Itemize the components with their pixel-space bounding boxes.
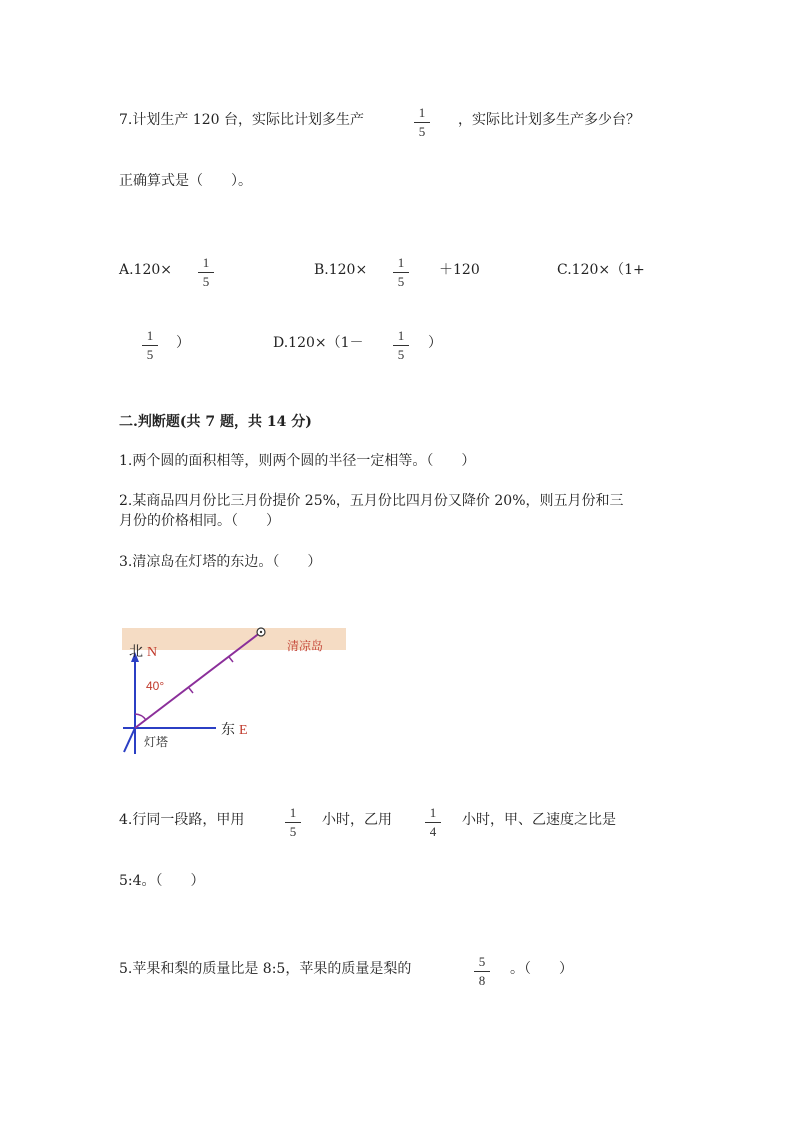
frac-numerator: 5 [478, 954, 486, 969]
angle-label: 40° [146, 679, 165, 693]
q4-line2: 5:4。（ ） [119, 873, 205, 889]
q7-option-b-fraction [392, 255, 410, 290]
q7-option-a-fraction [197, 255, 215, 290]
frac-denominator: 5 [289, 824, 297, 839]
q4-fraction-2 [424, 805, 442, 840]
q7-option-c-tail: ） [176, 335, 190, 351]
frac-denominator: 5 [397, 347, 405, 362]
lighthouse-compass-diagram [120, 624, 348, 758]
q5-part-b: 。（ ） [510, 961, 573, 977]
tick-2 [229, 657, 233, 662]
frac-numerator: 1 [397, 255, 405, 270]
east-letter: E [239, 723, 248, 738]
q7-fraction [413, 105, 431, 140]
tick-1 [189, 688, 193, 693]
north-letter: N [147, 645, 158, 660]
island-label: 清凉岛 [287, 639, 324, 653]
q7-fraction-denominator: 5 [418, 124, 426, 139]
q7-option-d: D.120×（1－ [273, 335, 364, 351]
frac-denominator: 5 [397, 274, 405, 289]
frac-numerator: 1 [289, 805, 297, 820]
q7-line2: 正确算式是（ ）。 [119, 173, 252, 189]
frac-denominator: 4 [429, 824, 437, 839]
axis-tail [124, 728, 135, 752]
north-label: 北 [129, 644, 143, 660]
q7-option-b: B.120× [314, 262, 368, 278]
q7-option-a: A.120× [119, 262, 173, 278]
frac-numerator: 1 [146, 328, 154, 343]
section-heading: 二.判断题(共 7 题，共 14 分) [119, 414, 312, 430]
frac-numerator: 1 [397, 328, 405, 343]
question-3: 3.清凉岛在灯塔的东边。（ ） [119, 554, 322, 570]
island-marker-dot [260, 631, 262, 633]
q7-line1-start: 7.计划生产 120 台，实际比计划多生产 [119, 112, 364, 128]
q7-fraction-numerator: 1 [418, 105, 426, 120]
frac-denominator: 5 [146, 347, 154, 362]
q5-fraction [473, 954, 491, 989]
q4-fraction-1 [284, 805, 302, 840]
q7-option-d-fraction [392, 328, 410, 363]
question-1: 1.两个圆的面积相等，则两个圆的半径一定相等。（ ） [119, 453, 476, 469]
q7-line1-end: ，实际比计划多生产多少台？ [458, 112, 640, 128]
q7-option-c-fraction [141, 328, 159, 363]
question-2-line1: 2.某商品四月份比三月份提价 25%，五月份比四月份又降价 20%，则五月份和三 [119, 493, 624, 509]
east-label: 东 [221, 722, 235, 738]
q7-option-b-tail: ＋120 [439, 262, 480, 278]
frac-denominator: 8 [478, 973, 486, 988]
q4-part-b: 小时，乙用 [322, 812, 392, 828]
frac-numerator: 1 [429, 805, 437, 820]
question-2-line2: 月份的价格相同。（ ） [119, 513, 280, 529]
q5-part-a: 5.苹果和梨的质量比是 8:5，苹果的质量是梨的 [119, 961, 412, 977]
frac-numerator: 1 [202, 255, 210, 270]
q7-option-c: C.120×（1+ [557, 262, 645, 278]
q4-part-c: 小时，甲、乙速度之比是 [462, 812, 616, 828]
q7-option-d-tail: ） [428, 335, 442, 351]
q4-part-a: 4.行同一段路，甲用 [119, 812, 245, 828]
frac-denominator: 5 [202, 274, 210, 289]
angle-arc [135, 714, 146, 720]
lighthouse-label: 灯塔 [144, 735, 169, 749]
